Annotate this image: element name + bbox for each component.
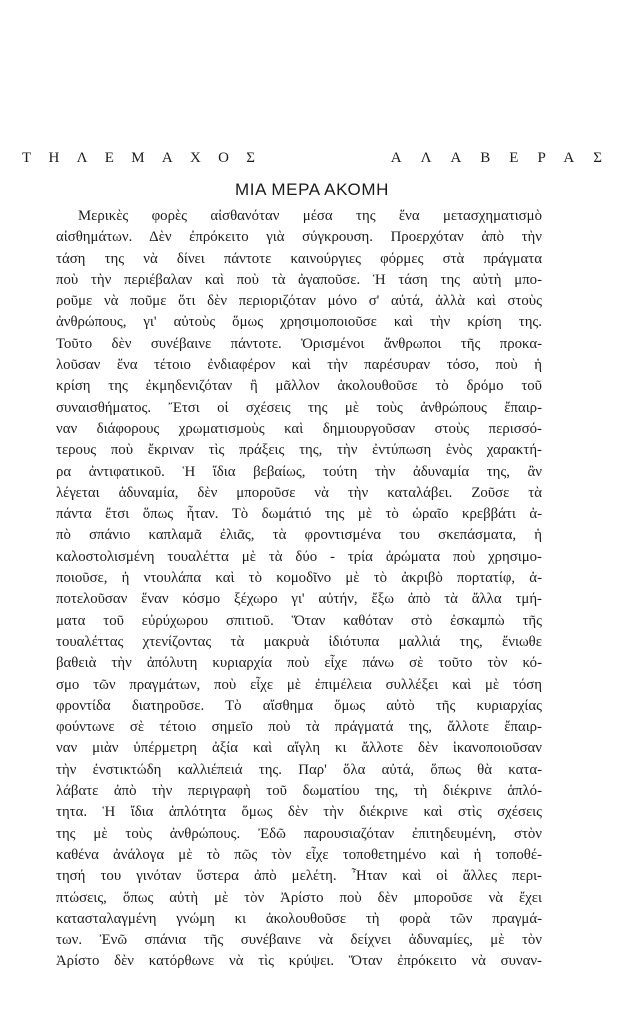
text-line: ἀνθρώπους, γι' αὐτοὺς ὅμως χρησιμοποιοῦσε καὶ τὴν κρίση της. [56,314,542,331]
text-line: Ἀρίστο δὲν κατόρθωνε νὰ τὶς κρύψει. Ὅταν ἐπρόκειτο νὰ συναν- [56,953,542,970]
text-line: κατασταλαγμένη γνώμη κι ἀκολουθοῦσε τὴ φορὰ τῶν πραγμά- [56,910,542,927]
text-line: ποτελοῦσαν ἕναν κόσμο ξέχωρο γι' αὐτήν, ἔξω ἀπὸ τὰ ἄλλα τμή- [56,591,542,608]
story-title: ΜΙΑ ΜΕΡΑ ΑΚΟΜΗ [235,180,389,199]
text-line: λάβατε ἀπὸ τὴν περιγραφὴ τοῦ δωματίου της, τὴ διέκρινε ἁπλό- [56,783,542,800]
text-line: φούντωνε σὲ τέτοιο σημεῖο ποὺ τὰ πράγματά της, ἄλλοτε ἔπαιρ- [56,719,542,736]
author-header [22,150,621,167]
text-line: κρίση της ἐκμηδενιζόταν ἢ μᾶλλον ἀκολουθοῦσε τὸ δρόμο τοῦ [56,378,542,395]
text-line: ματα τοῦ εὐρύχωρου σπιτιοῦ. Ὅταν καθόταν στὸ ἐσκαμπὼ τῆς [56,612,542,629]
text-line: τάση της νὰ δίνει πάντοτε καινούργιες φόρμες στὰ πράγματα [56,250,542,267]
text-line: ποὺ τὴν περιέβαλαν καὶ ποὺ τὰ ἀγαποῦσε. Ἡ τάση της αὐτὴ μπο- [56,271,542,288]
text-line: τησή του γινόταν ὕστερα ἀπὸ μελέτη. Ἦταν καὶ οἱ ἄλλες περι- [56,868,542,885]
text-line: Τοῦτο δὲν συνέβαινε πάντοτε. Ὁρισμένοι ἄνθρωποι τῆς προκα- [56,335,542,352]
text-line: βαθειὰ τὴν ἀπόλυτη κυριαρχία ποὺ εἶχε πάνω σὲ τοῦτο τὸν κό- [56,655,542,672]
text-line: της μὲ τοὺς ἀνθρώπους. Ἐδῶ παρουσιαζόταν ἐπιτηδευμένη, στὸν [56,825,542,842]
text-line: καθένα ἀνάλογα μὲ τὸ πῶς τὸν εἶχε τοποθετημένο καὶ ἡ τοποθέ- [56,846,542,863]
text-line: τητα. Ἡ ἴδια ἁπλότητα ὅμως δὲν τὴν διέκρινε καὶ στὶς σχέσεις [56,804,542,821]
text-line: ρα ἀντιφατικοῦ. Ἡ ἴδια βεβαίως, τούτη τὴν ἀδυναμία της, ἂν [56,463,542,480]
text-line: πὸ σπάνιο καπλαμᾶ ἐλιᾶς, τὰ φροντισμένα του σκεπάσματα, ἡ [56,527,542,544]
text-line: ροῦμε νὰ ποῦμε ὅτι δὲν περιοριζόταν μόνο σ' αὐτά, ἀλλὰ καὶ στοὺς [56,293,542,310]
author-last-name: ΑΛΑΒΕΡΑΣ [390,150,621,166]
text-line: ποιοῦσε, ἡ ντουλάπα καὶ τὸ κομοδῖνο μὲ τὸ ἀκριβὸ πορτατίφ, ἀ- [56,570,542,587]
text-line: τουαλέττας χτενίζοντας τὰ μακρυὰ ἰδιότυπα μαλλιά της, ἔνιωθε [56,633,542,650]
text-line: τερους ποὺ ἔκριναν τὶς πράξεις της, τὴν ἐντύπωση ἑνὸς χαρακτή- [56,442,542,459]
text-line: καλοστολισμένη τουαλέττα μὲ τὰ δύο - τρία ἀρώματα ποὺ χρησιμο- [56,548,542,565]
text-line: λοῦσαν ἕνα τέτοιο ἐνδιαφέρον καὶ τὴν παρέσυραν τόσο, ποὺ ἡ [56,357,542,374]
text-line: ναν μιὰν ὑπέρμετρη ἀξία καὶ αἴγλη κι ἄλλοτε δὲν ἱκανοποιοῦσαν [56,740,542,757]
body-text [56,206,542,973]
text-line: πάντα ἔτσι ὅπως ἦταν. Τὸ δωμάτιό της μὲ τὸ ὡραῖο κρεββάτι ἀ- [56,506,542,523]
text-line: αἰσθημάτων. Δὲν ἐπρόκειτο γιὰ σύγκρουση. Προερχόταν ἀπὸ τὴν [56,229,542,246]
text-line: τὴν ἐνστικτώδη καλλιέπειά της. Παρ' ὅλα αὐτά, ὅπως θὰ κατα- [56,761,542,778]
text-line: των. Ἐνῶ σπάνια τῆς συνέβαινε νὰ δείχνει ἀδυναμίες, μὲ τὸν [56,932,542,949]
text-line: πτώσεις, ὅπως αὐτὴ μὲ τὸν Ἀρίστο ποὺ δὲν μποροῦσε νὰ ἔχει [56,889,542,906]
text-line: φροντίδα διατηροῦσε. Τὸ αἴσθημα ὅμως αὐτὸ τῆς κυριαρχίας [56,697,542,714]
text-line: σμο τῶν πραγμάτων, ποὺ εἶχε μὲ ἐπιμέλεια συλλέξει καὶ μὲ τόση [56,676,542,693]
text-line: συναισθήματος. Ἔτσι οἱ σχέσεις της μὲ τοὺς ἀνθρώπους ἔπαιρ- [56,399,542,416]
text-line: Μερικὲς φορὲς αἰσθανόταν μέσα της ἕνα μετασχηματισμὸ [78,208,542,224]
text-line: ναν διάφορους χρωματισμοὺς καὶ δημιουργοῦσαν στοὺς περισσό- [56,420,542,437]
author-first-name: ΤΗΛΕΜΑΧΟΣ [22,150,273,166]
text-line: λέγεται ἀδυναμία, δὲν μποροῦσε νὰ τὴν καταλάβει. Ζοῦσε τὰ [56,484,542,501]
